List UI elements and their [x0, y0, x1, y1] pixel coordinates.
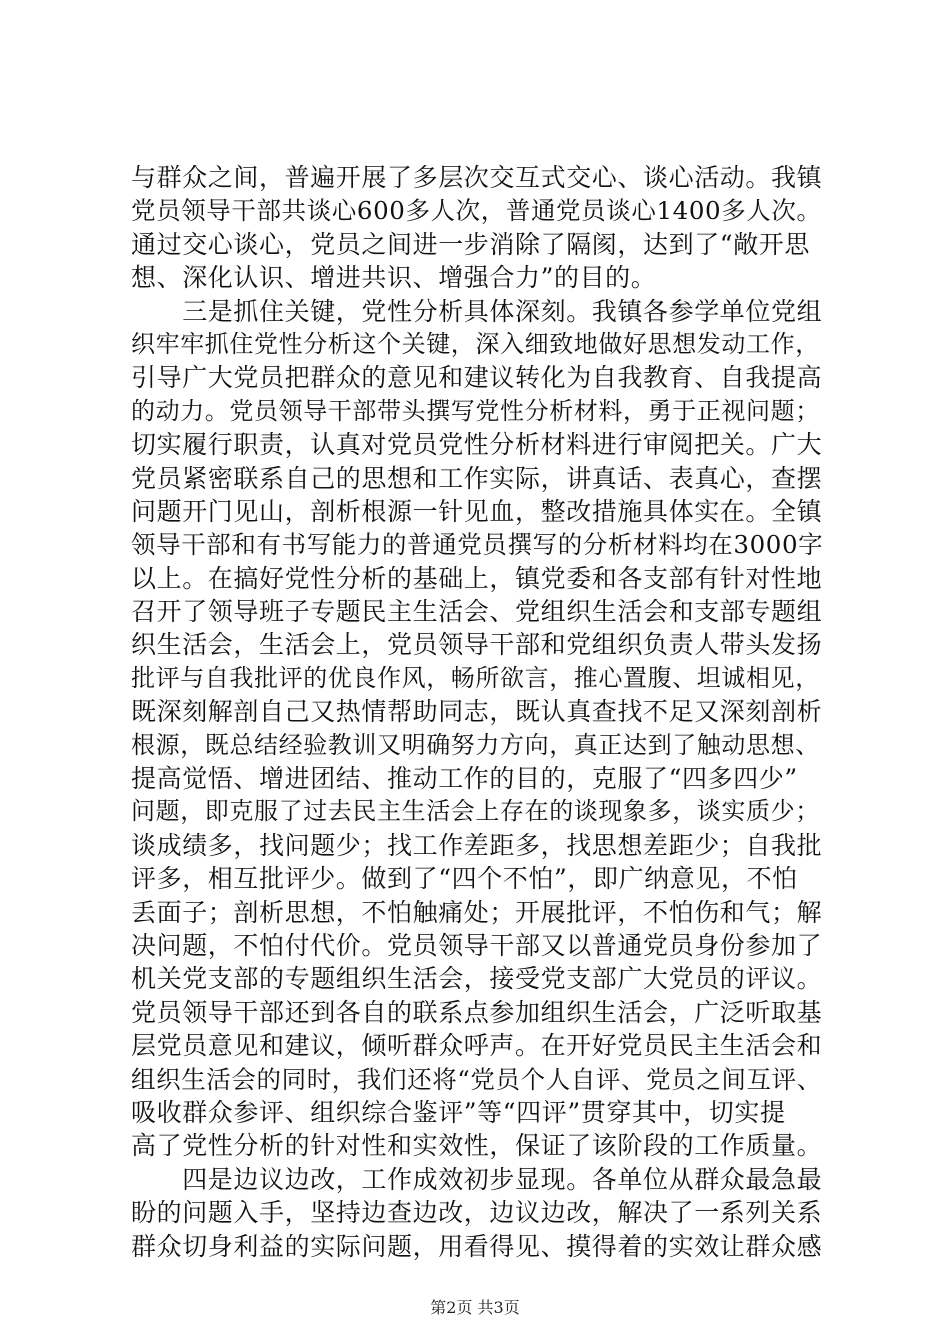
page-footer: 第2页 共3页 — [430, 1298, 520, 1317]
text-line: 批评与自我批评的优良作风，畅所欲言，推心置腹、坦诚相见， — [131, 663, 820, 692]
text-line: 引导广大党员把群众的意见和建议转化为自我教育、自我提高 — [131, 363, 823, 393]
text-line: 四是边议边改，工作成效初步显现。各单位从群众最急最 — [131, 1164, 823, 1194]
text-line: 召开了领导班子专题民主生活会、党组织生活会和支部专题组 — [131, 597, 823, 627]
text-line: 领导干部和有书写能力的普通党员撰写的分析材料均在3000字 — [131, 530, 824, 560]
text-line: 问题开门见山，剖析根源一针见血，整改措施具体实在。全镇 — [131, 496, 823, 526]
text-line: 切实履行职责，认真对党员党性分析材料进行审阅把关。广大 — [131, 430, 823, 460]
text-line: 丢面子；剖析思想，不怕触痛处；开展批评，不怕伤和气；解 — [131, 897, 823, 927]
text-line: 吸收群众参评、组织综合鉴评”等“四评”贯穿其中，切实提 — [131, 1097, 786, 1127]
text-line: 党员紧密联系自己的思想和工作实际，讲真话、表真心，查摆 — [131, 463, 823, 493]
text-line: 与群众之间，普遍开展了多层次交互式交心、谈心活动。我镇 — [131, 163, 823, 192]
text-line: 决问题，不怕付代价。党员领导干部又以普通党员身份参加了 — [131, 930, 823, 960]
text-line: 既深刻解剖自己又热情帮助同志，既认真查找不足又深刻剖析 — [131, 697, 823, 727]
text-line: 问题，即克服了过去民主生活会上存在的谈现象多，谈实质少； — [131, 797, 820, 826]
text-line: 的动力。党员领导干部带头撰写党性分析材料，勇于正视问题； — [131, 396, 820, 425]
text-line: 织生活会，生活会上，党员领导干部和党组织负责人带头发扬 — [131, 630, 823, 660]
text-line: 以上。在搞好党性分析的基础上，镇党委和各支部有针对性地 — [131, 563, 823, 593]
text-line: 组织生活会的同时，我们还将“党员个人自评、党员之间互评、 — [131, 1064, 822, 1094]
text-line: 机关党支部的专题组织生活会，接受党支部广大党员的评议。 — [131, 964, 823, 994]
text-line: 三是抓住关键，党性分析具体深刻。我镇各参学单位党组 — [131, 296, 823, 326]
text-line: 盼的问题入手，坚持边查边改，边议边改，解决了一系列关系 — [131, 1198, 823, 1228]
text-line: 提高觉悟、增进团结、推动工作的目的，克服了“四多四少” — [131, 764, 798, 794]
text-line: 层党员意见和建议，倾听群众呼声。在开好党员民主生活会和 — [131, 1031, 823, 1061]
text-line: 群众切身利益的实际问题，用看得见、摸得着的实效让群众感 — [131, 1231, 823, 1261]
text-line: 高了党性分析的针对性和实效性，保证了该阶段的工作质量。 — [131, 1131, 823, 1161]
text-line: 评多，相互批评少。做到了“四个不怕”，即广纳意见，不怕 — [131, 864, 798, 894]
text-line: 党员领导干部还到各自的联系点参加组织生活会，广泛听取基 — [131, 997, 823, 1027]
document-body-text — [131, 161, 831, 1263]
text-line: 根源，既总结经验教训又明确努力方向，真正达到了触动思想、 — [131, 730, 820, 759]
text-line: 谈成绩多，找问题少；找工作差距多，找思想差距少；自我批 — [131, 830, 823, 860]
text-line: 想、深化认识、增进共识、增强合力”的目的。 — [131, 263, 657, 293]
text-line: 通过交心谈心，党员之间进一步消除了隔阂，达到了“敞开思 — [131, 229, 810, 259]
text-line: 党员领导干部共谈心600多人次，普通党员谈心1400多人次。 — [131, 196, 822, 226]
text-line: 织牢牢抓住党性分析这个关键，深入细致地做好思想发动工作， — [131, 329, 820, 358]
